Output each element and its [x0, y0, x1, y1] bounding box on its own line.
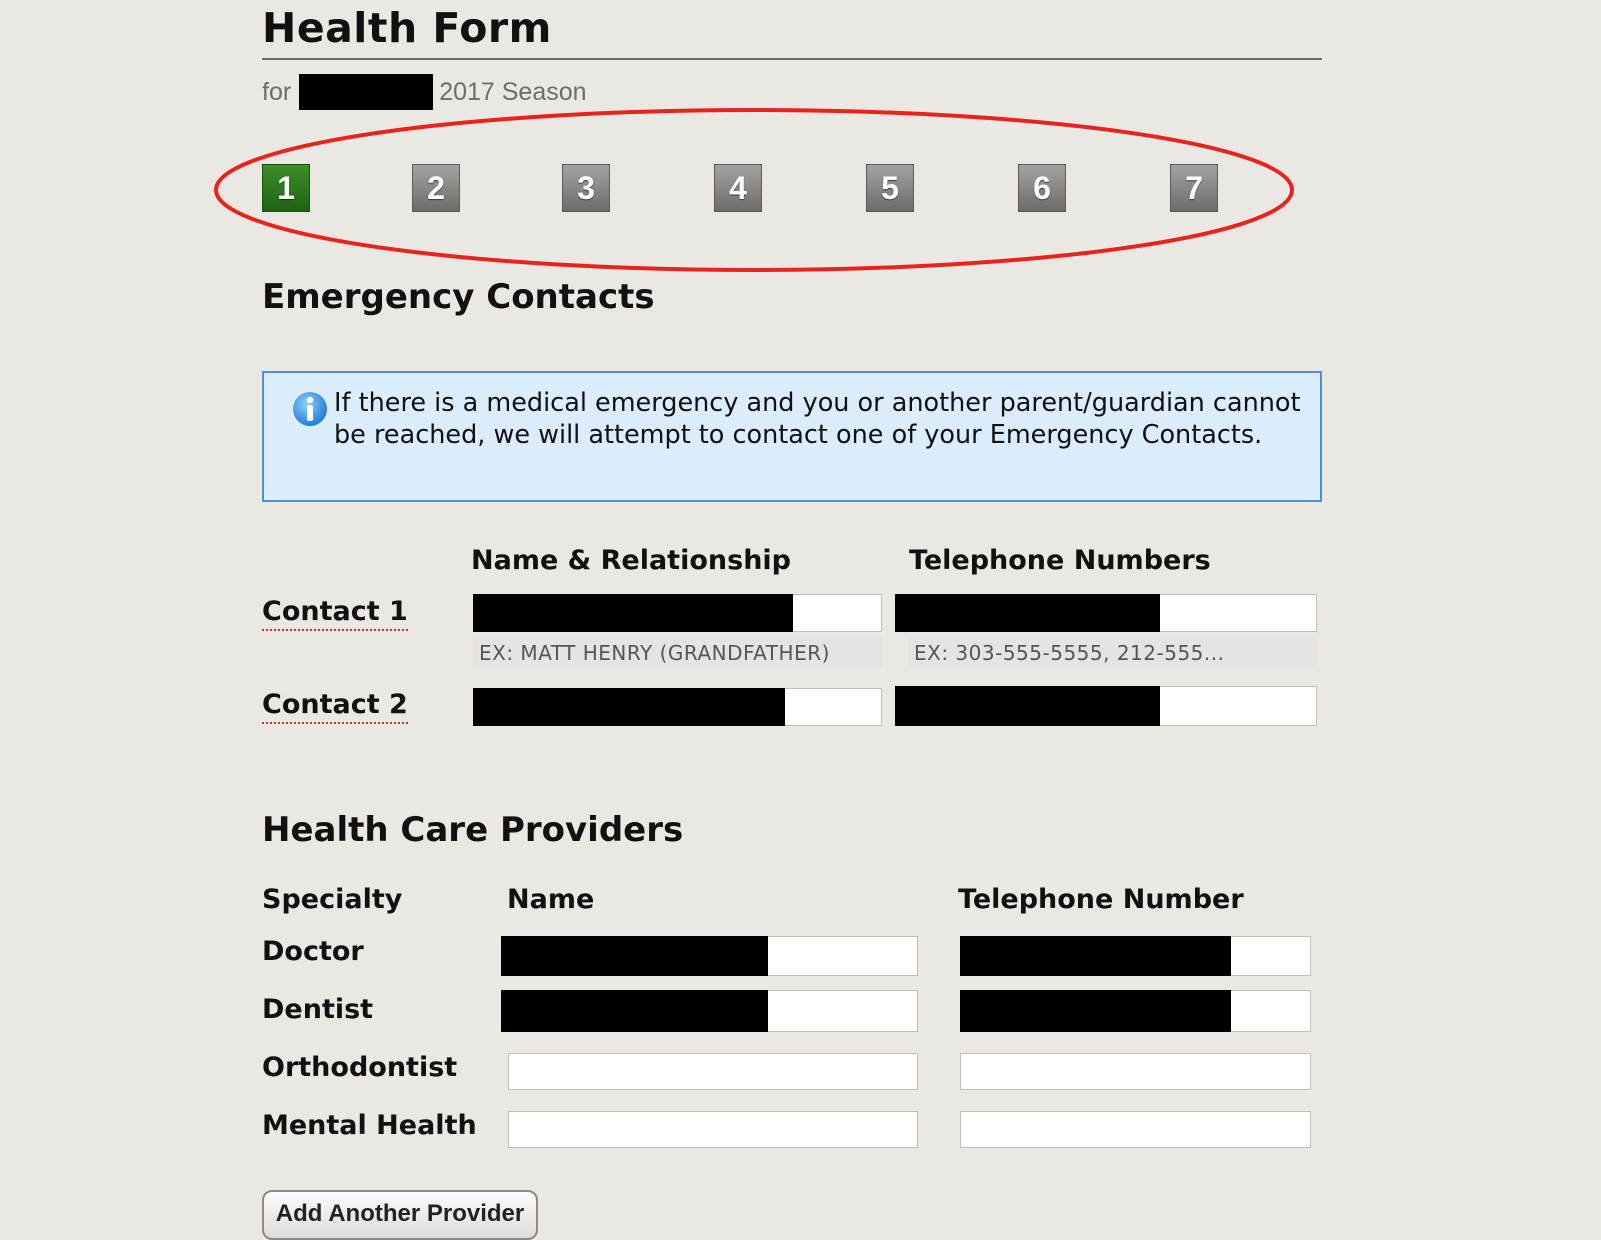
page-subtitle [262, 74, 587, 110]
step-6-button[interactable]: 6 [1018, 164, 1066, 212]
provider-orthodontist-label: Orthodontist [262, 1052, 458, 1083]
contact-1-label-text: Contact 1 [262, 596, 408, 631]
add-another-provider-button[interactable]: Add Another Provider [262, 1190, 538, 1240]
orthodontist-name-input[interactable] [508, 1053, 918, 1090]
column-header-telephone-number: Telephone Number [958, 884, 1244, 915]
redacted-contact-2-name [473, 688, 785, 726]
mental-health-name-input[interactable] [508, 1111, 918, 1148]
title-divider [262, 58, 1322, 60]
info-icon [292, 391, 328, 427]
contact-1-phone-field-wrapper [895, 594, 1317, 632]
redacted-dentist-phone [960, 990, 1231, 1032]
info-message-text: If there is a medical emergency and you or another parent/guardian cannot be reached, we will attempt to contact one of your Emergency Contacts. [334, 388, 1301, 450]
step-7-button[interactable]: 7 [1170, 164, 1218, 212]
column-header-name: Name [507, 884, 595, 915]
doctor-phone-field-wrapper [960, 936, 1311, 976]
redacted-dentist-name [501, 990, 768, 1032]
provider-mental-health-label: Mental Health [262, 1110, 477, 1141]
column-header-telephone-numbers: Telephone Numbers [909, 545, 1211, 576]
contact-2-label [262, 689, 408, 720]
step-3-button[interactable]: 3 [562, 164, 610, 212]
redacted-contact-1-phone [895, 594, 1160, 632]
step-5-button[interactable]: 5 [866, 164, 914, 212]
orthodontist-phone-input[interactable] [960, 1053, 1311, 1090]
info-message-box [262, 371, 1322, 502]
redacted-contact-2-phone [895, 686, 1160, 726]
contact-1-name-field-wrapper [473, 594, 882, 632]
redacted-doctor-name [501, 936, 768, 976]
contact-1-label [262, 596, 408, 627]
dentist-name-field-wrapper [501, 990, 918, 1032]
redacted-name [299, 74, 433, 110]
provider-doctor-label: Doctor [262, 936, 364, 967]
contact-2-name-field-wrapper [473, 688, 882, 726]
contact-1-name-hint: EX: MATT HENRY (GRANDFATHER) [473, 636, 882, 668]
redacted-doctor-phone [960, 936, 1231, 976]
contact-2-phone-field-wrapper [895, 686, 1317, 726]
step-1-button[interactable]: 1 [262, 164, 310, 212]
health-care-providers-heading: Health Care Providers [262, 810, 684, 850]
dentist-phone-field-wrapper [960, 990, 1311, 1032]
step-4-button[interactable]: 4 [714, 164, 762, 212]
contact-1-phone-hint: EX: 303-555-5555, 212-555... [908, 636, 1317, 668]
column-header-specialty: Specialty [262, 884, 403, 915]
subtitle-prefix: for [262, 77, 292, 106]
contact-2-label-text: Contact 2 [262, 689, 408, 724]
subtitle-season: 2017 Season [439, 77, 587, 106]
doctor-name-field-wrapper [501, 936, 918, 976]
provider-dentist-label: Dentist [262, 994, 374, 1025]
mental-health-phone-input[interactable] [960, 1111, 1311, 1148]
redacted-contact-1-name [473, 594, 793, 632]
page-title: Health Form [262, 4, 552, 52]
step-2-button[interactable]: 2 [412, 164, 460, 212]
emergency-contacts-heading: Emergency Contacts [262, 277, 655, 317]
column-header-name-relationship: Name & Relationship [471, 545, 791, 576]
